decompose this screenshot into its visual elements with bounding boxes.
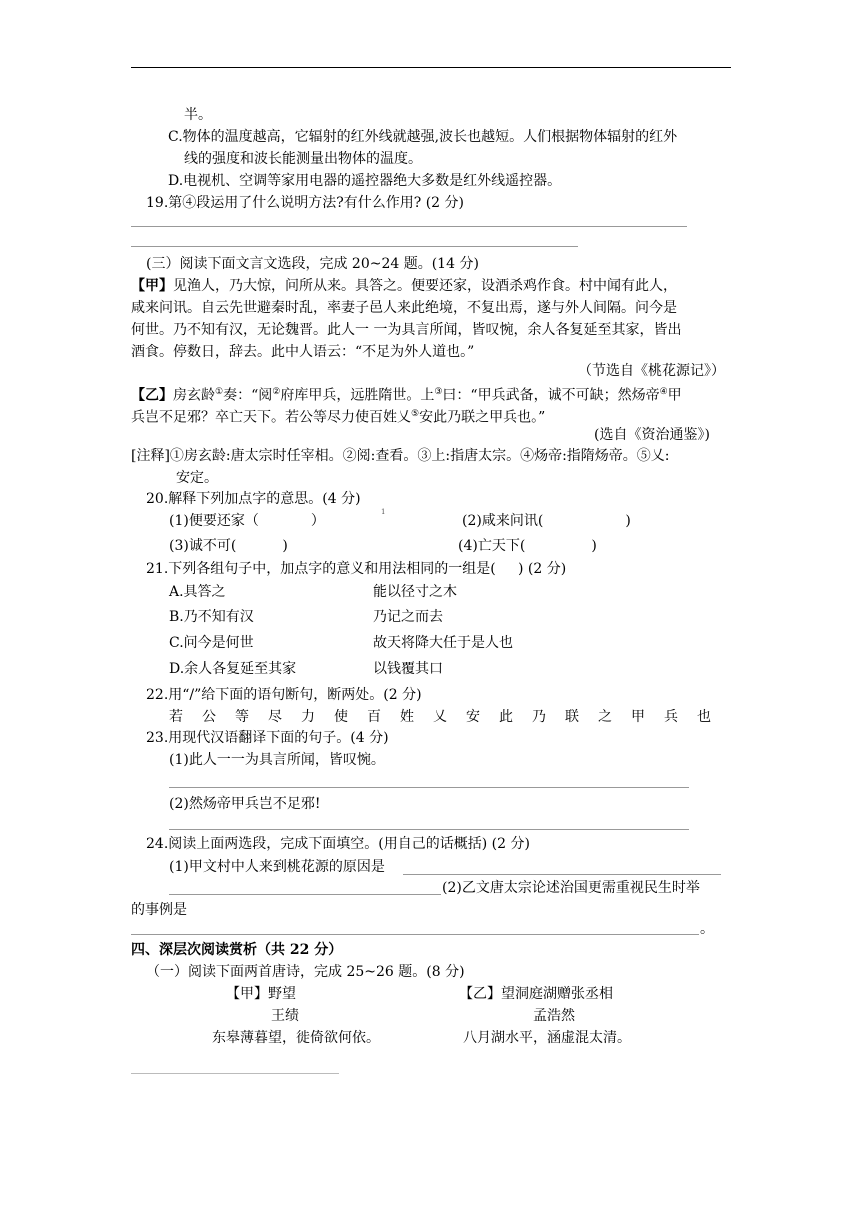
q20-item2: (2)咸来问讯( ) [462, 513, 631, 529]
q18-option-c-line1: C.物体的温度越高，它辐射的红外线就越强,波长也越短。人们根据物体辐射的红外 [168, 129, 678, 145]
passage-jia-line3: 何世。乃不知有汉，无论魏晋。此人一 一为具言所闻，皆叹惋，余人各复延至其家，皆出 [131, 322, 682, 338]
q23-stem: 23.用现代汉语翻译下面的句子。(4 分) [146, 730, 389, 746]
q24-end-mark: 。 [700, 921, 714, 937]
q18-option-d: D.电视机、空调等家用电器的遥控器绝大多数是红外线遥控器。 [168, 173, 562, 189]
passage-jia-tag: 【甲】 [131, 278, 173, 294]
passage-jia-source: （节选自《桃花源记》） [578, 363, 725, 379]
answer-line [169, 787, 689, 788]
q23-sentence1: (1)此人一一为具言所闻，皆叹惋。 [169, 752, 385, 768]
annotation-line2: 安定。 [176, 470, 218, 486]
q23-sentence2: (2)然炀帝甲兵岂不足邪! [169, 796, 321, 812]
section3-title: (三）阅读下面文言文选段，完成 20~24 题。(14 分) [146, 256, 479, 272]
q20-item1: (1)便要还家（ ） [169, 513, 325, 529]
annotation-line1: [注释]①房玄龄:唐太宗时任宰相。②阅:查看。③上:指唐太宗。④炀帝:指隋炀帝。⑤乂: [131, 448, 670, 464]
q19-stem: 19.第④段运用了什么说明方法?有什么作用? (2 分) [146, 195, 465, 211]
q24-stem: 24.阅读上面两选段，完成下面填空。(用自己的话概括) (2 分) [146, 836, 530, 852]
poem-a-title: 【甲】野望 [226, 986, 296, 1002]
q20-item3: (3)诚不可( ) [169, 538, 288, 554]
section4-subtitle: （一）阅读下面两首唐诗，完成 25~26 题。(8 分) [146, 964, 465, 980]
q18-option-c-line2: 线的强度和波长能测量出物体的温度。 [184, 151, 422, 167]
q21-option-b-left: B.乃不知有汉 [169, 609, 254, 625]
q24-prompt3: 的事例是 [131, 902, 187, 918]
q21-option-a-left: A.具答之 [169, 584, 226, 600]
passage-jia-line4: 酒食。停数日，辞去。此中人语云：“不足为外人道也。” [131, 344, 475, 360]
passage-yi-source: (选自《资治通鉴》) [594, 427, 710, 443]
poem-b-title: 【乙】望洞庭湖赠张丞相 [459, 986, 613, 1002]
q21-option-b-right: 乃记之而去 [373, 609, 443, 625]
passage-jia-line1: 【甲】见渔人，乃大惊，问所从来。具答之。便要还家，设酒杀鸡作食。村中闻有此人， [131, 278, 677, 294]
q22-unpunctuated-text: 若公等尽力使百姓乂安此乃联之甲兵也 [169, 709, 730, 725]
answer-line [169, 829, 689, 830]
q18-option-b-continuation: 半。 [184, 107, 212, 123]
q21-option-c-right: 故天将降大任于是人也 [373, 635, 513, 651]
passage-yi-line1: 【乙】房玄龄①奏：“阅②府库甲兵，远胜隋世。上③曰：“甲兵武备，诚不可缺；然炀帝④甲 [131, 387, 682, 404]
stray-mark: 1 [381, 508, 386, 516]
poem-a-author: 王绩 [271, 1008, 299, 1024]
section4-title: 四、深层次阅读赏析（共 22 分） [131, 942, 343, 958]
footnote-rule [131, 1073, 339, 1074]
q24-prompt2: (2)乙文唐太宗论述治国更需重视民生时举 [442, 880, 700, 896]
q22-stem: 22.用“/”给下面的语句断句，断两处。(2 分) [146, 687, 422, 703]
q20-stem: 20.解释下列加点字的意思。(4 分) [146, 491, 361, 507]
q21-option-c-left: C.问今是何世 [169, 635, 254, 651]
poem-b-line: 八月湖水平，涵虚混太清。 [463, 1030, 631, 1046]
q24-prompt1: (1)甲文村中人来到桃花源的原因是 [169, 859, 385, 875]
answer-line [169, 894, 441, 895]
q21-option-d-left: D.余人各复延至其家 [169, 661, 297, 677]
poem-b-author: 孟浩然 [533, 1008, 575, 1024]
passage-yi-tag: 【乙】 [131, 387, 173, 404]
answer-line [403, 874, 721, 875]
q21-option-a-right: 能以径寸之木 [373, 584, 457, 600]
answer-line [131, 246, 578, 247]
answer-line [131, 226, 687, 227]
poem-a-line: 东皋薄暮望，徙倚欲何依。 [212, 1030, 380, 1046]
q21-stem: 21.下列各组句子中，加点字的意义和用法相同的一组是( ) (2 分) [146, 561, 567, 577]
passage-jia-line2: 咸来问讯。自云先世避秦时乱，率妻子邑人来此绝境，不复出焉，遂与外人间隔。问今是 [131, 300, 677, 316]
passage-yi-line2: 兵岂不足邪？卒亡天下。若公等尽力使百姓乂⑤安此乃联之甲兵也。” [131, 409, 546, 426]
header-rule [131, 67, 731, 68]
q21-option-d-right: 以钱覆其口 [373, 661, 443, 677]
answer-line [131, 934, 699, 935]
q20-item4: (4)亡天下( ) [458, 538, 597, 554]
